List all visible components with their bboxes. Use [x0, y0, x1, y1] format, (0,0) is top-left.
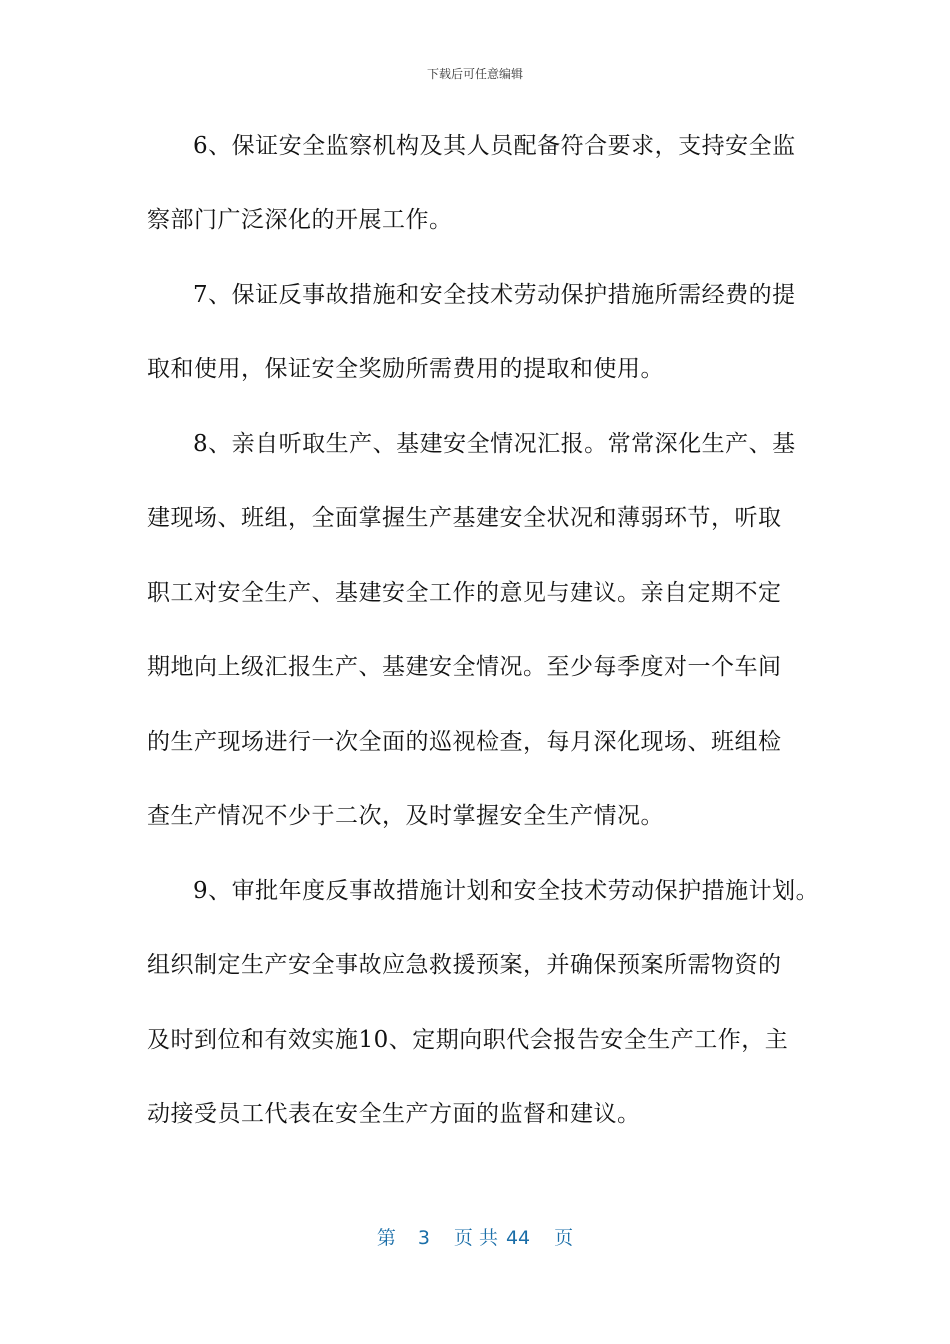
page-header: 下载后可任意编辑 — [426, 67, 523, 81]
paragraph-8-line-1: 8、亲自听取生产、基建安全情况汇报。常常深化生产、基 — [193, 431, 796, 457]
footer-prefix: 第 — [376, 1227, 396, 1249]
paragraph-9-line-2: 组织制定生产安全事故应急救援预案，并确保预案所需物资的 — [147, 952, 782, 978]
paragraph-8-line-6: 查生产情况不少于二次，及时掌握安全生产情况。 — [147, 803, 664, 829]
footer-middle: 页 共 — [453, 1227, 498, 1249]
paragraph-9-line-4: 动接受员工代表在安全生产方面的监督和建议。 — [147, 1101, 641, 1127]
paragraph-8-line-4: 期地向上级汇报生产、基建安全情况。至少每季度对一个车间 — [147, 654, 782, 680]
paragraph-8-line-3: 职工对安全生产、基建安全工作的意见与建议。亲自定期不定 — [147, 580, 782, 606]
footer-suffix: 页 — [554, 1227, 574, 1249]
total-pages-number: 44 — [505, 1227, 531, 1249]
paragraph-8-line-5: 的生产现场进行一次全面的巡视检查，每月深化现场、班组检 — [147, 729, 782, 755]
paragraph-6-line-2: 察部门广泛深化的开展工作。 — [147, 207, 453, 233]
paragraph-6-line-1: 6、保证安全监察机构及其人员配备符合要求，支持安全监 — [193, 133, 796, 159]
paragraph-7-line-2: 取和使用，保证安全奖励所需费用的提取和使用。 — [147, 356, 664, 382]
paragraph-7-line-1: 7、保证反事故措施和安全技术劳动保护措施所需经费的提 — [193, 282, 796, 308]
paragraph-8-line-2: 建现场、班组，全面掌握生产基建安全状况和薄弱环节，听取 — [147, 505, 782, 531]
paragraph-9-line-1: 9、审批年度反事故措施计划和安全技术劳动保护措施计划。 — [193, 878, 820, 904]
paragraph-9-line-3: 及时到位和有效实施10、定期向职代会报告安全生产工作，主 — [147, 1027, 789, 1053]
current-page-number: 3 — [417, 1227, 430, 1249]
page-footer — [0, 1226, 950, 1250]
